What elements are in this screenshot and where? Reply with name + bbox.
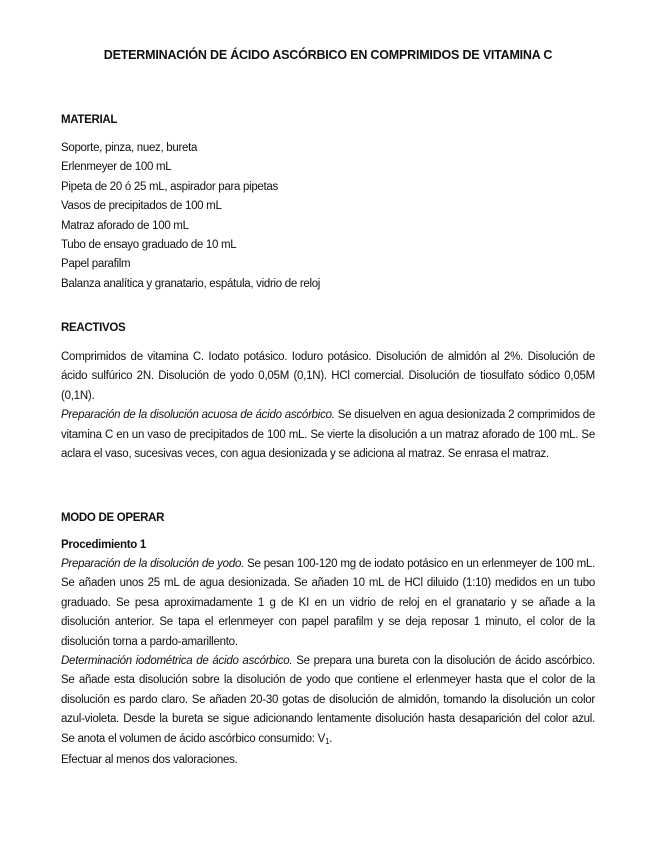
reactivos-text: Comprimidos de vitamina C. Iodato potásico. Ioduro potásico. Disolución de almidón al 2%. Disolución de ácido sulfúrico 2N. Disolución de yodo 0,05M (0,1N). HCl comercial. Disolución de tiosulfato sódico 0,05M (0,1N). <box>61 351 595 402</box>
prep-text: Se disuelven en agua desionizada 2 comprimidos de vitamina C en un vaso de precipitados de 100 mL. Se vierte la disolución a un matraz aforado de 100 mL. Se aclara el vaso, sucesivas veces, con agua desionizada y se adiciona al matraz. Se enrasa el matraz. <box>61 409 596 461</box>
yodo-label: Preparación de la disolución de yodo. <box>61 558 245 570</box>
material-item: Vasos de precipitados de 100 mL <box>61 200 222 213</box>
procedimiento-heading: Procedimiento 1 <box>61 539 146 551</box>
material-item: Balanza analítica y granatario, espátula, vidrio de reloj <box>61 277 321 290</box>
material-item: Pipeta de 20 ó 25 mL, aspirador para pipetas <box>61 180 278 193</box>
det-label: Determinación iodométrica de ácido ascórbico. <box>61 655 293 668</box>
document-title: DETERMINACIÓN DE ÁCIDO ASCÓRBICO EN COMPRIMIDOS DE VITAMINA C <box>103 48 553 62</box>
material-list <box>61 139 320 294</box>
det-end: . <box>329 732 333 745</box>
final-note: Efectuar al menos dos valoraciones. <box>61 754 238 767</box>
reactivos-paragraph <box>61 348 595 464</box>
material-item: Tubo de ensayo graduado de 10 mL <box>61 238 237 251</box>
material-heading: MATERIAL <box>61 114 118 126</box>
material-item: Soporte, pinza, nuez, bureta <box>61 142 198 154</box>
material-item: Erlenmeyer de 100 mL <box>61 161 172 174</box>
prep-label: Preparación de la disolución acuosa de ácido ascórbico. <box>61 409 335 422</box>
det-text: Se prepara una bureta con la disolución de ácido ascórbico. Se añade esta disolución sobre la disolución de yodo que contiene el erlenmeyer hasta que el color de la disolución es pardo claro. Se añaden 20-30 gotas de disolución de almidón, tomando la disolución un color azul-violeta. Desde la bureta se sigue adicionando lentamente disolución hasta desaparición del color azul. Se anota el volumen de ácido ascórbico consumido: V <box>61 655 595 745</box>
det-subscript: 1 <box>325 736 330 746</box>
procedimiento-paragraph <box>61 555 595 770</box>
modo-heading: MODO DE OPERAR <box>61 512 165 524</box>
material-item: Matraz aforado de 100 mL <box>61 219 189 232</box>
reactivos-heading: REACTIVOS <box>61 322 126 334</box>
yodo-text: Se pesan 100-120 mg de iodato potásico en un erlenmeyer de 100 mL. Se añaden unos 25 mL de agua desionizada. Se añaden 10 mL de HCl diluido (1:10) medidos en un tubo graduado. Se pesa aproximadamente 1 g de KI en un vidrio de reloj en el granatario y se añade a la disolución anterior. Se tapa el erlenmeyer con papel parafilm y se deja reposar 1 minuto, el color de la disolución torna a pardo-amarillento. <box>61 558 596 648</box>
material-item: Papel parafilm <box>61 258 131 271</box>
